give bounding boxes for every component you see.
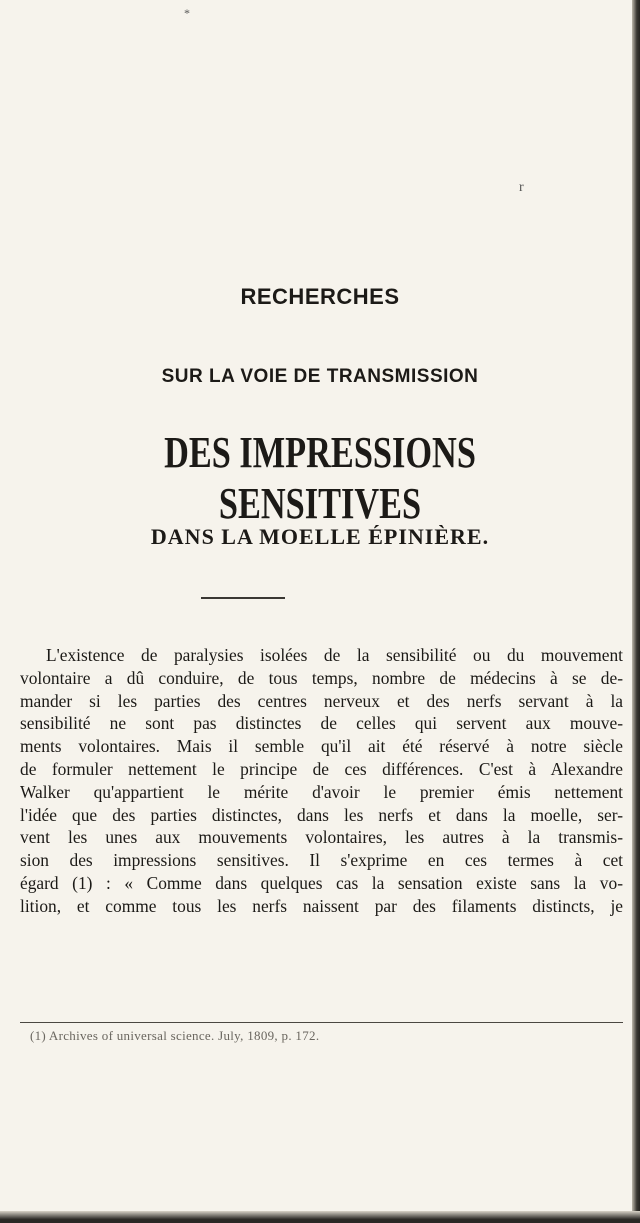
footnote: (1) Archives of universal science. July, 1809, p. 172.: [30, 1028, 320, 1043]
top-mark: *: [184, 6, 190, 20]
body-line: mander si les parties des centres nerveux et des nerfs servant à la: [20, 690, 623, 711]
body-line: lition, et comme tous les nerfs naissent par des filaments distincts, je: [20, 895, 623, 916]
body-line: sion des impressions sensitives. Il s'exprime en ces termes à cet: [20, 850, 623, 871]
title-line-1: RECHERCHES: [240, 284, 400, 309]
title-line-2: SUR LA VOIE DE TRANSMISSION: [161, 366, 479, 387]
title-divider: [201, 597, 285, 599]
page-binding-edge: [632, 0, 640, 1223]
body-line: sensibilité ne sont pas distinctes de celles qui servent aux mouve-: [20, 713, 623, 734]
body-line: ments volontaires. Mais il semble qu'il ait été réservé à notre siècle: [20, 736, 623, 757]
title-line-4: DANS LA MOELLE ÉPINIÈRE.: [150, 524, 490, 549]
body-line: L'existence de paralysies isolées de la sensibilité ou du mouvement: [46, 645, 623, 665]
title-line-3: DES IMPRESSIONS SENSITIVES: [164, 428, 476, 528]
page-bottom-edge: [0, 1211, 640, 1223]
body-line: de formuler nettement le principe de ces différences. C'est à Alexandre: [20, 758, 623, 779]
body-paragraph: [20, 644, 623, 918]
body-line: égard (1) : « Comme dans quelques cas la sensation existe sans la vo-: [20, 872, 623, 893]
margin-mark: r: [519, 180, 524, 195]
body-line: volontaire a dû conduire, de tous temps, nombre de médecins à se de-: [20, 667, 623, 688]
body-line: vent les unes aux mouvements volontaires, les autres à la transmis-: [20, 827, 623, 848]
body-line: Walker qu'appartient le mérite d'avoir le premier émis nettement: [20, 781, 623, 802]
footnote-divider: [20, 1022, 623, 1023]
body-line: l'idée que des parties distinctes, dans les nerfs et dans la moelle, ser-: [20, 804, 623, 825]
